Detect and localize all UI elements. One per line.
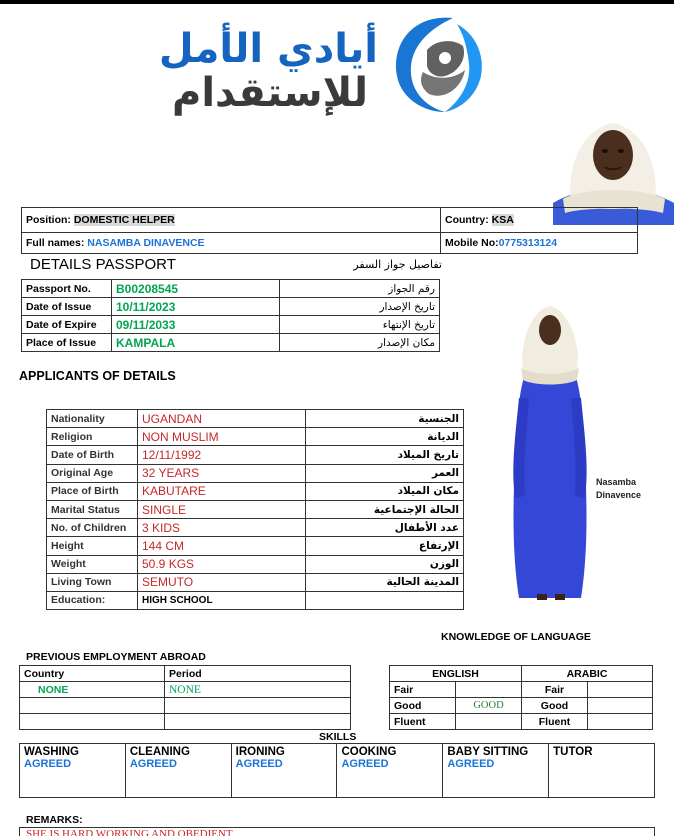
applicant-value: 32 YEARS [138,464,306,482]
applicant-label: Weight [47,555,138,573]
skills-table [19,743,655,798]
table-row [47,591,464,609]
skill-cell [231,744,337,798]
table-row [22,298,440,316]
passport-label-ar: رقم الجواز [280,280,440,298]
passport-label: Date of Expire [22,316,112,334]
applicant-label-ar: العمر [306,464,464,482]
fullname-value: NASAMBA DINAVENCE [87,237,205,249]
applicant-label: Religion [47,428,138,446]
skill-cell [337,744,443,798]
applicant-label-ar: الديانة [306,428,464,446]
expire-date-value: 09/11/2033 [112,316,280,334]
remarks-text: SHE IS HARD WORKING AND OBEDIENT [19,827,655,836]
passport-section-title-ar: تفاصيل جواز السفر [353,258,442,271]
arabic-level-label: Fair [522,682,588,698]
passport-label-ar: مكان الإصدار [280,334,440,352]
applicant-value: 144 CM [138,537,306,555]
applicant-label-ar: تاريخ الميلاد [306,446,464,464]
applicant-value: KABUTARE [138,482,306,500]
skill-name: IRONING [235,746,285,758]
table-row [390,682,653,698]
english-level-label: Fair [390,682,456,698]
table-row [47,573,464,591]
table-row [20,698,351,714]
caption-last-name: Dinavence [596,490,642,500]
passport-label: Passport No. [22,280,112,298]
passport-table [21,279,440,352]
applicant-value: HIGH SCHOOL [138,591,306,609]
arabic-level-label: Good [522,698,588,714]
english-level-value [456,714,522,730]
table-row [47,410,464,428]
applicant-value: SINGLE [138,500,306,518]
skills-section-title: SKILLS [319,731,357,743]
employment-section-title: PREVIOUS EMPLOYMENT ABROAD [26,651,206,663]
passport-section-title: DETAILS PASSPORT [30,256,176,273]
header-info-table [21,207,638,254]
country-label: Country: [445,214,489,226]
skill-value: AGREED [447,758,495,770]
arabic-level-value [588,714,653,730]
logo-text-line2: للإستقدام [172,70,368,116]
table-row [47,537,464,555]
logo-text-line1: أيادي الأمل [158,26,378,72]
applicant-label-ar: عدد الأطفال [306,519,464,537]
english-level-label: Good [390,698,456,714]
skill-name: WASHING [24,746,79,758]
mobile-value: 0775313124 [498,237,558,249]
skill-cell [443,744,549,798]
skill-value: AGREED [129,758,177,770]
applicant-label: Marital Status [47,500,138,518]
employment-period: NONE [165,682,351,698]
table-row [20,682,351,698]
table-row [22,334,440,352]
applicant-label: Nationality [47,410,138,428]
english-level-value [456,682,522,698]
applicant-value: NON MUSLIM [138,428,306,446]
applicant-label-ar [306,591,464,609]
employment-period [165,698,351,714]
skill-cell [549,744,655,798]
skill-value: AGREED [341,758,389,770]
skill-cell [20,744,126,798]
applicant-label-ar: مكان الميلاد [306,482,464,500]
arabic-level-value [588,698,653,714]
applicant-label: No. of Children [47,519,138,537]
country-value: KSA [491,214,514,226]
table-row [20,714,351,730]
skill-name: CLEANING [129,746,190,758]
employment-country-header: Country [20,666,165,682]
table-row [47,482,464,500]
employment-country [20,714,165,730]
applicant-value: UGANDAN [138,410,306,428]
skill-cell [125,744,231,798]
skill-name: COOKING [341,746,397,758]
skill-name: BABY SITTING [447,746,529,758]
company-logo [78,14,488,116]
applicant-label-ar: الوزن [306,555,464,573]
language-table [389,665,653,730]
issue-place-value: KAMPALA [112,334,280,352]
applicant-label: Education: [47,591,138,609]
table-row [22,316,440,334]
table-row [47,428,464,446]
table-row [47,446,464,464]
caption-first-name: Nasamba [596,477,637,487]
applicant-label-ar: الحالة الإجتماعية [306,500,464,518]
table-row [47,519,464,537]
applicant-label-ar: الإرتفاع [306,537,464,555]
english-header: ENGLISH [390,666,522,682]
table-row [390,698,653,714]
fullname-label: Full names: [26,237,85,249]
remarks-section-title: REMARKS: [26,814,83,826]
applicant-section-title: APPLICANTS OF DETAILS [19,369,176,383]
arabic-level-label: Fluent [522,714,588,730]
passport-label: Place of Issue [22,334,112,352]
passport-label-ar: تاريخ الإنتهاء [280,316,440,334]
applicant-label-ar: المدينة الحالية [306,573,464,591]
photo-caption [596,476,656,502]
applicant-value: 50.9 KGS [138,555,306,573]
table-row [390,714,653,730]
applicant-value: SEMUTO [138,573,306,591]
position-value: DOMESTIC HELPER [73,214,175,226]
skill-name: TUTOR [553,746,593,758]
hands-logo-icon [383,14,488,116]
top-border [0,0,674,4]
english-level-label: Fluent [390,714,456,730]
employment-period-header: Period [165,666,351,682]
table-row [22,280,440,298]
mobile-label: Mobile No: [445,237,499,249]
position-label: Position: [26,214,71,226]
applicant-label: Living Town [47,573,138,591]
table-row [47,464,464,482]
full-body-photo [505,298,595,603]
applicant-label: Date of Birth [47,446,138,464]
passport-number-value: B00208545 [112,280,280,298]
table-row [47,500,464,518]
passport-label-ar: تاريخ الإصدار [280,298,440,316]
applicant-label: Height [47,537,138,555]
employment-table [19,665,351,730]
applicant-value: 3 KIDS [138,519,306,537]
applicant-label-ar: الجنسية [306,410,464,428]
english-level-value: GOOD [456,698,522,714]
applicant-label: Original Age [47,464,138,482]
issue-date-value: 10/11/2023 [112,298,280,316]
language-section-title: KNOWLEDGE OF LANGUAGE [441,631,591,643]
skill-value: AGREED [235,758,283,770]
arabic-level-value [588,682,653,698]
table-row [47,555,464,573]
applicant-table [46,409,464,610]
employment-country [20,698,165,714]
passport-label: Date of Issue [22,298,112,316]
arabic-header: ARABIC [522,666,653,682]
applicant-label: Place of Birth [47,482,138,500]
employment-country: NONE [20,682,165,698]
employment-period [165,714,351,730]
skill-value: AGREED [24,758,72,770]
applicant-value: 12/11/1992 [138,446,306,464]
